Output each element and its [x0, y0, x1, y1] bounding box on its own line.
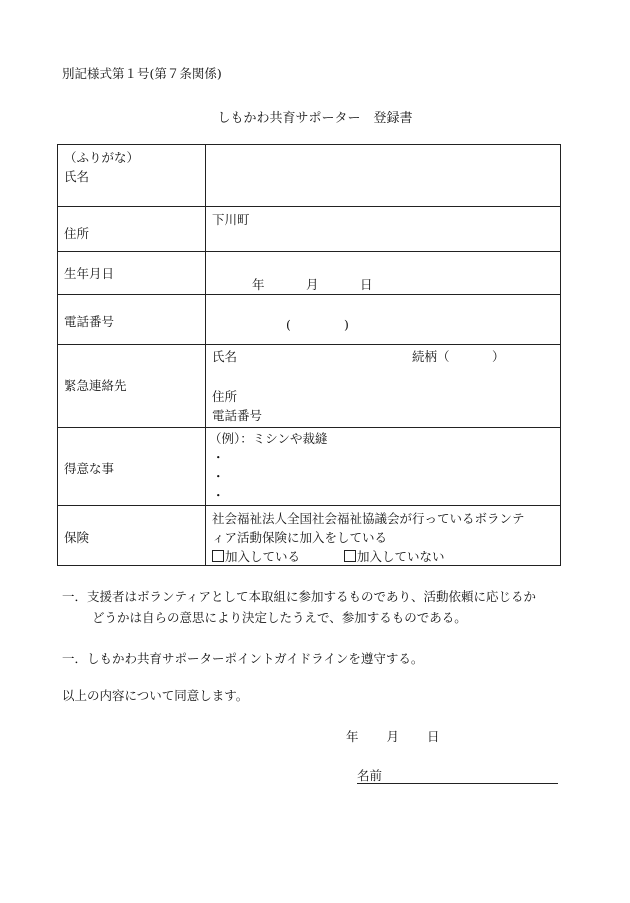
address-label: 住所	[64, 226, 90, 241]
birthdate-label-cell	[58, 252, 206, 295]
insurance-text-line1: 社会福祉法人全国社会福祉協議会が行っているボランテ	[212, 511, 525, 526]
birth-day-unit: 日	[360, 277, 373, 292]
insurance-option-no-label: 加入していない	[357, 549, 445, 564]
sign-month-unit: 月	[386, 729, 400, 744]
registration-table	[57, 144, 561, 566]
emergency-label: 緊急連絡先	[64, 378, 127, 393]
insurance-text-line2: ィア活動保険に加入をしている	[212, 530, 388, 545]
skills-bullet-1: ・	[212, 450, 225, 465]
insurance-label: 保険	[64, 530, 90, 545]
address-label-cell	[58, 207, 206, 252]
row-emergency-contact	[58, 345, 561, 428]
address-prefill: 下川町	[212, 212, 250, 227]
emergency-phone-label: 電話番号	[212, 408, 263, 423]
agreement-statement: 以上の内容について同意します。	[62, 688, 249, 703]
sign-day-unit: 日	[427, 729, 440, 744]
insurance-label-cell	[58, 506, 206, 566]
signature-name-label: 名前	[357, 768, 383, 783]
emergency-relation-close: ）	[492, 349, 505, 364]
document-title: しもかわ共育サポーター 登録書	[217, 111, 413, 126]
name-label: 氏名	[64, 169, 90, 184]
emergency-label-cell	[58, 345, 206, 428]
phone-label-cell	[58, 295, 206, 345]
skills-bullet-3: ・	[212, 488, 225, 503]
row-address	[58, 207, 561, 252]
emergency-relation-label: 続柄（	[412, 349, 450, 364]
birth-month-unit: 月	[306, 277, 319, 292]
skills-bullet-2: ・	[212, 469, 225, 484]
signature-date[interactable]	[346, 727, 440, 745]
phone-paren-open: (	[286, 317, 291, 332]
skills-label-cell	[58, 428, 206, 506]
insurance-option-yes-label: 加入している	[225, 549, 301, 564]
signature-name-field[interactable]	[357, 766, 558, 784]
row-insurance	[58, 506, 561, 566]
terms-item-1	[62, 586, 536, 628]
skills-field[interactable]	[206, 428, 561, 506]
furigana-label: （ふりがな）	[64, 150, 140, 165]
phone-paren-close: )	[344, 317, 349, 332]
name-label-cell	[58, 145, 206, 207]
row-phone	[58, 295, 561, 345]
row-name	[58, 145, 561, 207]
row-skills	[58, 428, 561, 506]
address-field[interactable]	[206, 207, 561, 252]
terms-item-2: 一．しもかわ共育サポーターポイントガイドラインを遵守する。	[62, 651, 424, 666]
checkbox-icon[interactable]	[344, 550, 356, 562]
skills-label: 得意な事	[64, 461, 115, 476]
phone-field[interactable]	[206, 295, 561, 345]
name-field[interactable]	[206, 145, 561, 207]
insurance-option-no[interactable]	[344, 547, 445, 565]
birthdate-label: 生年月日	[64, 266, 115, 281]
insurance-field	[206, 506, 561, 566]
birthdate-field[interactable]	[206, 252, 561, 295]
row-birthdate	[58, 252, 561, 295]
phone-label: 電話番号	[64, 314, 115, 329]
insurance-option-yes[interactable]	[212, 547, 300, 565]
skills-example: （例）：ミシンや裁縫	[209, 431, 328, 446]
emergency-field[interactable]	[206, 345, 561, 428]
checkbox-icon[interactable]	[212, 550, 224, 562]
emergency-name-label: 氏名	[212, 349, 238, 364]
birth-year-unit: 年	[252, 277, 265, 292]
terms-item-1-line1: 一．支援者はボランティアとして本取組に参加するものであり、活動依頼に応じるか	[62, 589, 537, 604]
terms-item-1-line2: どうかは自らの意思により決定したうえで、参加するものである。	[92, 610, 467, 625]
sign-year-unit: 年	[346, 729, 359, 744]
emergency-address-label: 住所	[212, 389, 238, 404]
form-number-label: 別記様式第１号(第７条関係)	[62, 66, 222, 81]
